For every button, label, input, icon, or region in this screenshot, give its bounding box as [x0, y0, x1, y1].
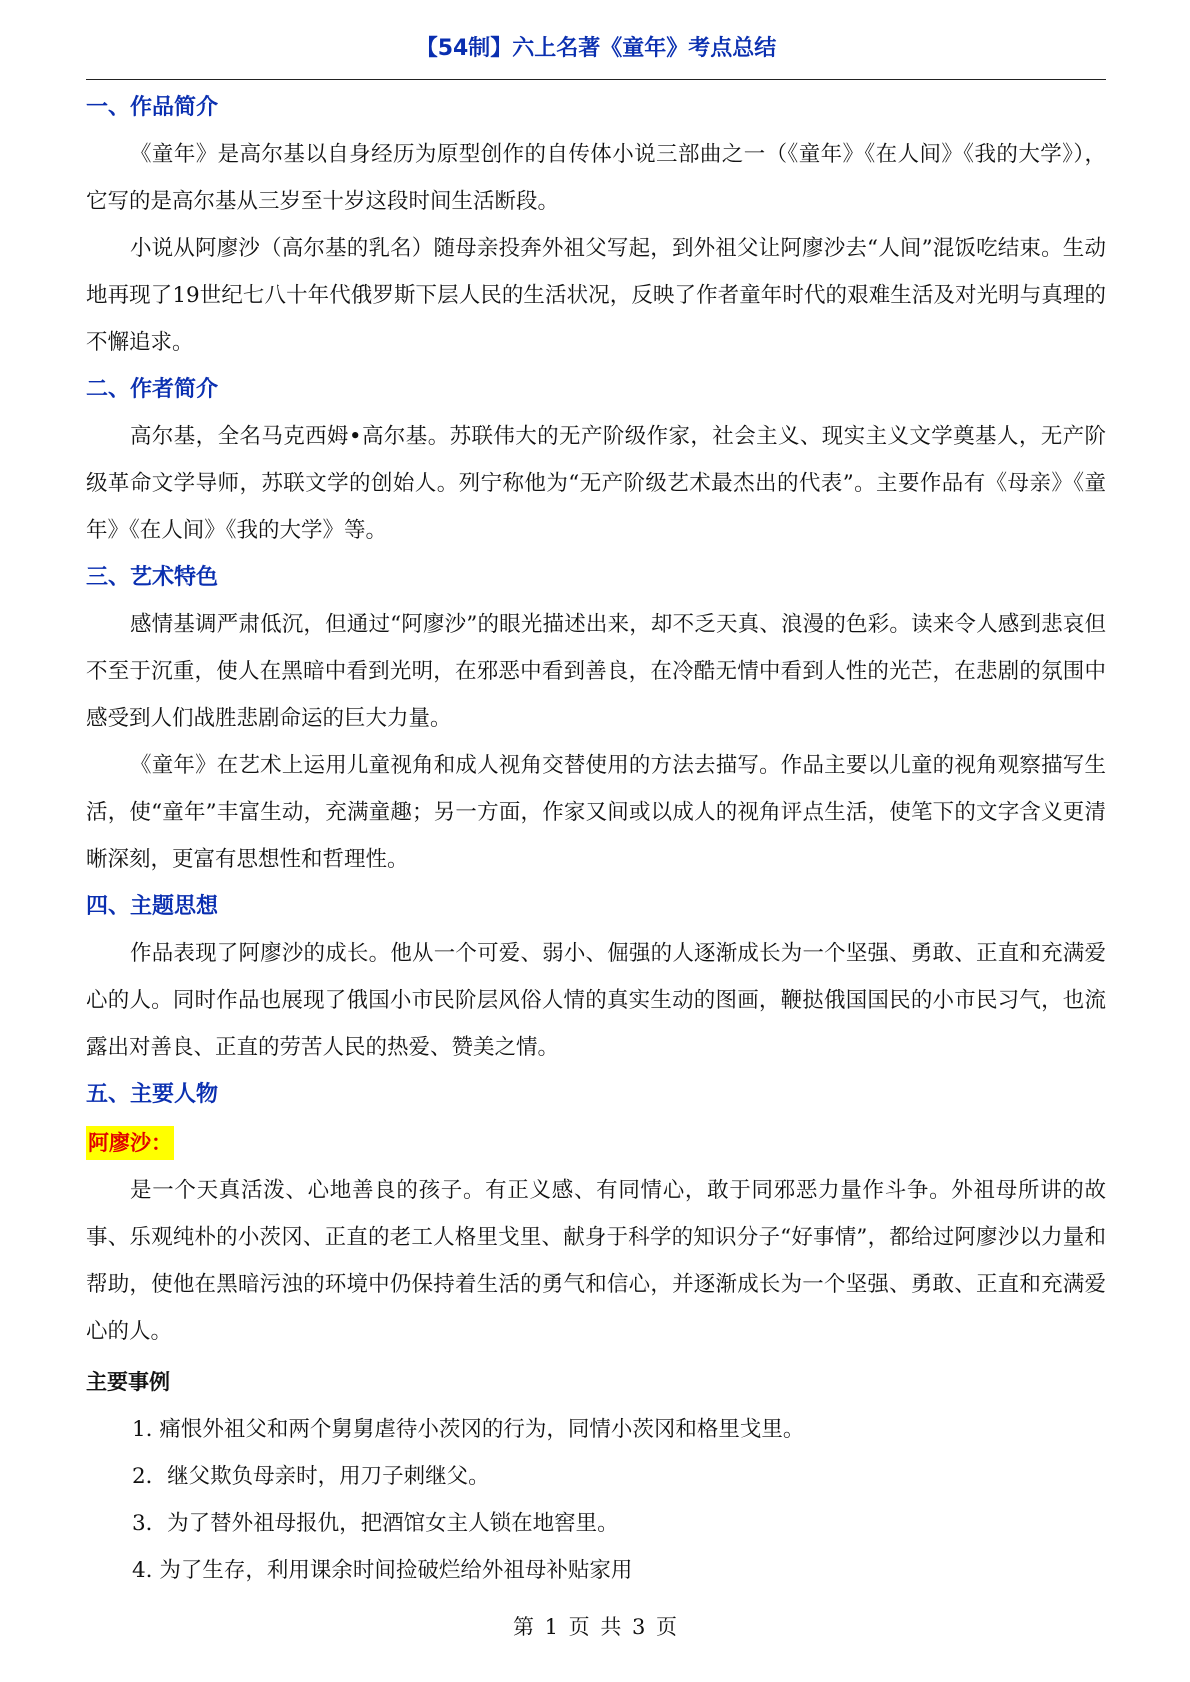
paragraph: 《童年》是高尔基以自身经历为原型创作的自传体小说三部曲之一（《童年》《在人间》《我的大学》），它写的是高尔基从三岁至十岁这段时间生活断段。 — [86, 142, 1106, 214]
paragraph: 小说从阿廖沙（高尔基的乳名）随母亲投奔外祖父写起，到外祖父让阿廖沙去“人间”混饭吃结束。生动地再现了19世纪七八十年代俄罗斯下层人民的生活状况，反映了作者童年时代的艰难生活及对光明与真理的不懈追求。 — [86, 236, 1106, 355]
section-heading: 一、作品简介 — [86, 95, 219, 120]
section-theme — [86, 883, 1106, 1071]
document-page — [86, 0, 1106, 1682]
section-artistry — [86, 554, 1106, 883]
list-item: 4. 为了生存，利用课余时间捡破烂给外祖母补贴家用 — [132, 1558, 633, 1583]
document-body — [86, 84, 1106, 1594]
header-divider — [86, 79, 1106, 80]
events-heading: 主要事例 — [86, 1370, 170, 1394]
section-heading: 五、主要人物 — [86, 1082, 219, 1107]
section-characters — [86, 1071, 1106, 1594]
paragraph: 高尔基，全名马克西姆•高尔基。苏联伟大的无产阶级作家，社会主义、现实主义文学奠基人，无产阶级革命文学导师，苏联文学的创始人。列宁称他为“无产阶级艺术最杰出的代表”。主要作品有《母亲》《童年》《在人间》《我的大学》等。 — [86, 424, 1106, 543]
paragraph: 《童年》在艺术上运用儿童视角和成人视角交替使用的方法去描写。作品主要以儿童的视角观察描写生活，使“童年”丰富生动，充满童趣；另一方面，作家又间或以成人的视角评点生活，使笔下的文字含义更清晰深刻，更富有思想性和哲理性。 — [86, 753, 1106, 872]
section-heading: 四、主题思想 — [86, 894, 219, 919]
list-item: 1. 痛恨外祖父和两个舅舅虐待小茨冈的行为，同情小茨冈和格里戈里。 — [132, 1417, 805, 1442]
paragraph: 感情基调严肃低沉，但通过“阿廖沙”的眼光描述出来，却不乏天真、浪漫的色彩。读来令人感到悲哀但不至于沉重，使人在黑暗中看到光明，在邪恶中看到善良，在冷酷无情中看到人性的光芒，在悲剧的氛围中感受到人们战胜悲剧命运的巨大力量。 — [86, 612, 1106, 731]
page-header-title: 【54制】六上名著《童年》考点总结 — [415, 36, 777, 61]
list-item: 2．继父欺负母亲时，用刀子刺继父。 — [132, 1464, 490, 1489]
section-intro — [86, 84, 1106, 366]
page-number-footer: 第 1 页 共 3 页 — [512, 1615, 680, 1639]
character-name-highlight: 阿廖沙： — [86, 1126, 174, 1160]
character-description: 是一个天真活泼、心地善良的孩子。有正义感、有同情心，敢于同邪恶力量作斗争。外祖母所讲的故事、乐观纯朴的小茨冈、正直的老工人格里戈里、献身于科学的知识分子“好事情”，都给过阿廖沙以力量和帮助，使他在黑暗污浊的环境中仍保持着生活的勇气和信心，并逐渐成长为一个坚强、勇敢、正直和充满爱心的人。 — [86, 1178, 1106, 1344]
section-heading: 二、作者简介 — [86, 377, 219, 402]
section-heading: 三、艺术特色 — [86, 565, 219, 590]
section-author — [86, 366, 1106, 554]
list-item: 3．为了替外祖母报仇，把酒馆女主人锁在地窖里。 — [132, 1511, 619, 1536]
paragraph: 作品表现了阿廖沙的成长。他从一个可爱、弱小、倔强的人逐渐成长为一个坚强、勇敢、正直和充满爱心的人。同时作品也展现了俄国小市民阶层风俗人情的真实生动的图画，鞭挞俄国国民的小市民习气，也流露出对善良、正直的劳苦人民的热爱、赞美之情。 — [86, 941, 1106, 1060]
events-list — [86, 1406, 1106, 1594]
